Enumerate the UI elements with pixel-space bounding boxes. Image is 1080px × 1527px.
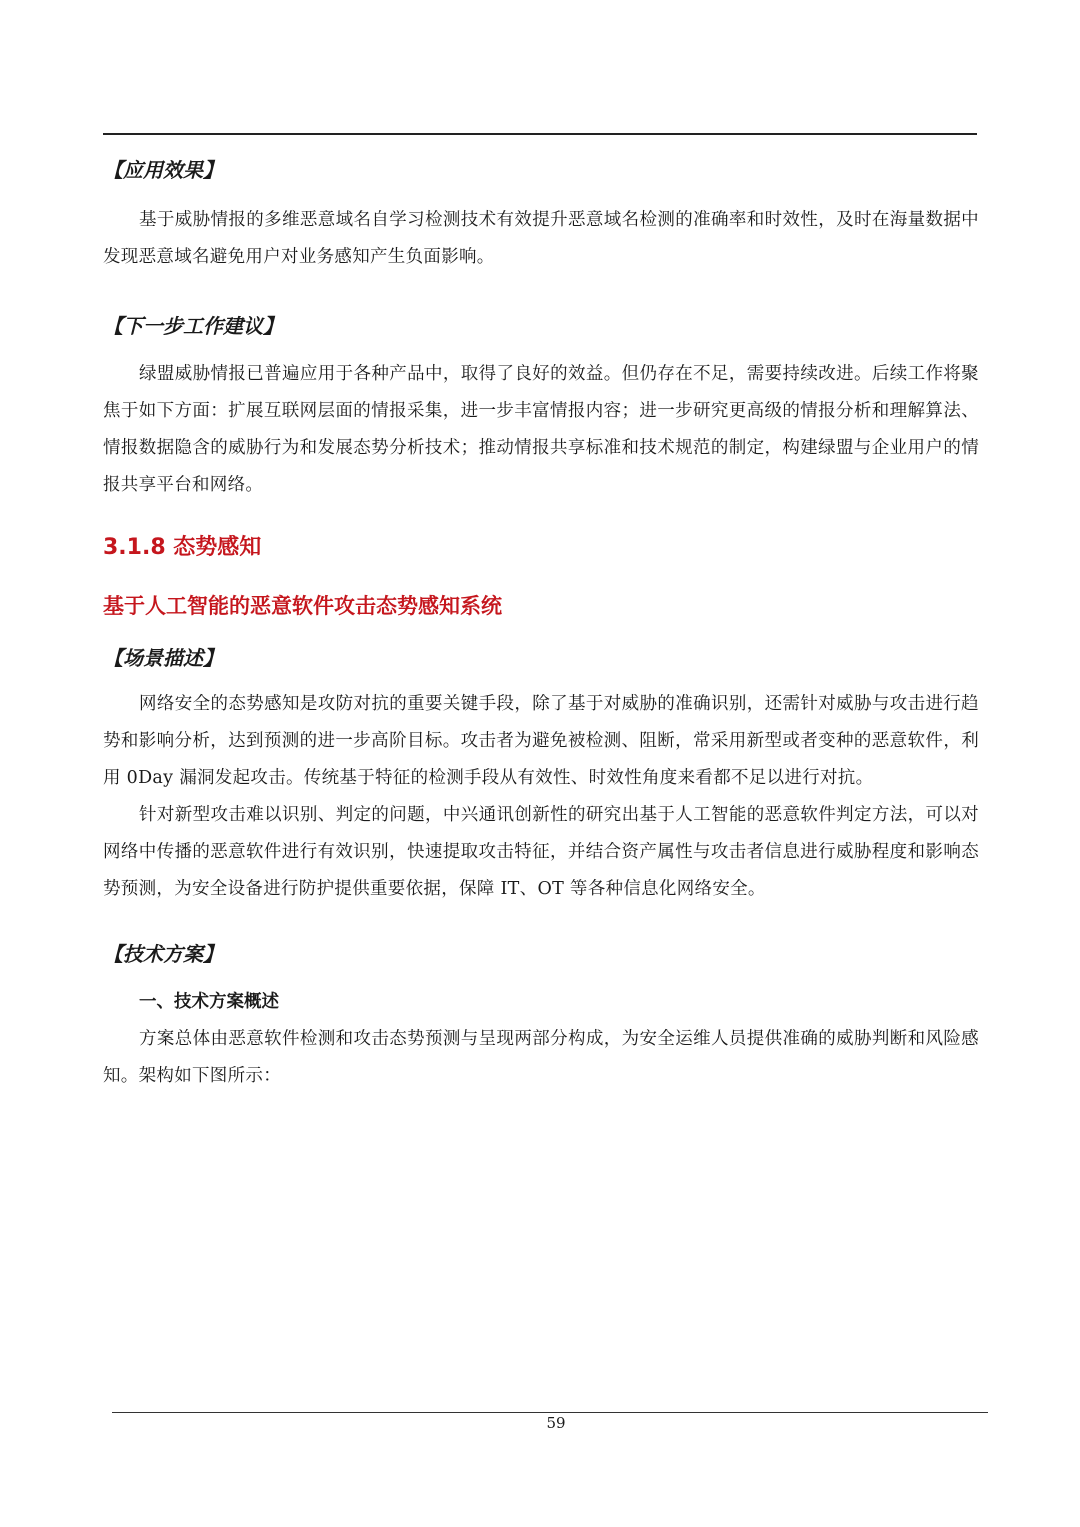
effect-heading: 【应用效果】 [103, 158, 223, 182]
effect-paragraph: 基于威胁情报的多维恶意域名自学习检测技术有效提升恶意域名检测的准确率和时效性，及时在海量数据中发现恶意域名避免用户对业务感知产生负面影响。 [103, 210, 979, 267]
scene-paragraph-2: 针对新型攻击难以识别、判定的问题，中兴通讯创新性的研究出基于人工智能的恶意软件判定方法，可以对网络中传播的恶意软件进行有效识别，快速提取攻击特征，并结合资产属性与攻击者信息进行威胁程度和影响态势预测，为安全设备进行防护提供重要依据，保障 IT、OT 等各种信息化网络安全。 [103, 805, 979, 899]
scene-heading: 【场景描述】 [103, 646, 223, 670]
next-steps-heading: 【下一步工作建议】 [103, 314, 283, 338]
case-title: 基于人工智能的恶意软件攻击态势感知系统 [103, 594, 502, 618]
tech-subheading: 一、技术方案概述 [139, 992, 279, 1012]
header-rule [103, 133, 977, 135]
section-title: 3.1.8 态势感知 [103, 535, 262, 560]
footer-rule [112, 1412, 988, 1413]
scene-paragraph-1: 网络安全的态势感知是攻防对抗的重要关键手段，除了基于对威胁的准确识别，还需针对威胁与攻击进行趋势和影响分析，达到预测的进一步高阶目标。攻击者为避免被检测、阻断，常采用新型或者变种的恶意软件，利用 0Day 漏洞发起攻击。传统基于特征的检测手段从有效性、时效性角度来看都不足以进行对抗。 [103, 694, 979, 788]
tech-paragraph: 方案总体由恶意软件检测和攻击态势预测与呈现两部分构成，为安全运维人员提供准确的威胁判断和风险感知。架构如下图所示： [103, 1029, 979, 1086]
tech-heading: 【技术方案】 [103, 942, 223, 966]
next-steps-paragraph: 绿盟威胁情报已普遍应用于各种产品中，取得了良好的效益。但仍存在不足，需要持续改进。后续工作将聚焦于如下方面：扩展互联网层面的情报采集，进一步丰富情报内容；进一步研究更高级的情报分析和理解算法、情报数据隐含的威胁行为和发展态势分析技术；推动情报共享标准和技术规范的制定，构建绿盟与企业用户的情报共享平台和网络。 [103, 364, 979, 495]
page-number: 59 [546, 1414, 566, 1432]
page-content [103, 150, 979, 1095]
